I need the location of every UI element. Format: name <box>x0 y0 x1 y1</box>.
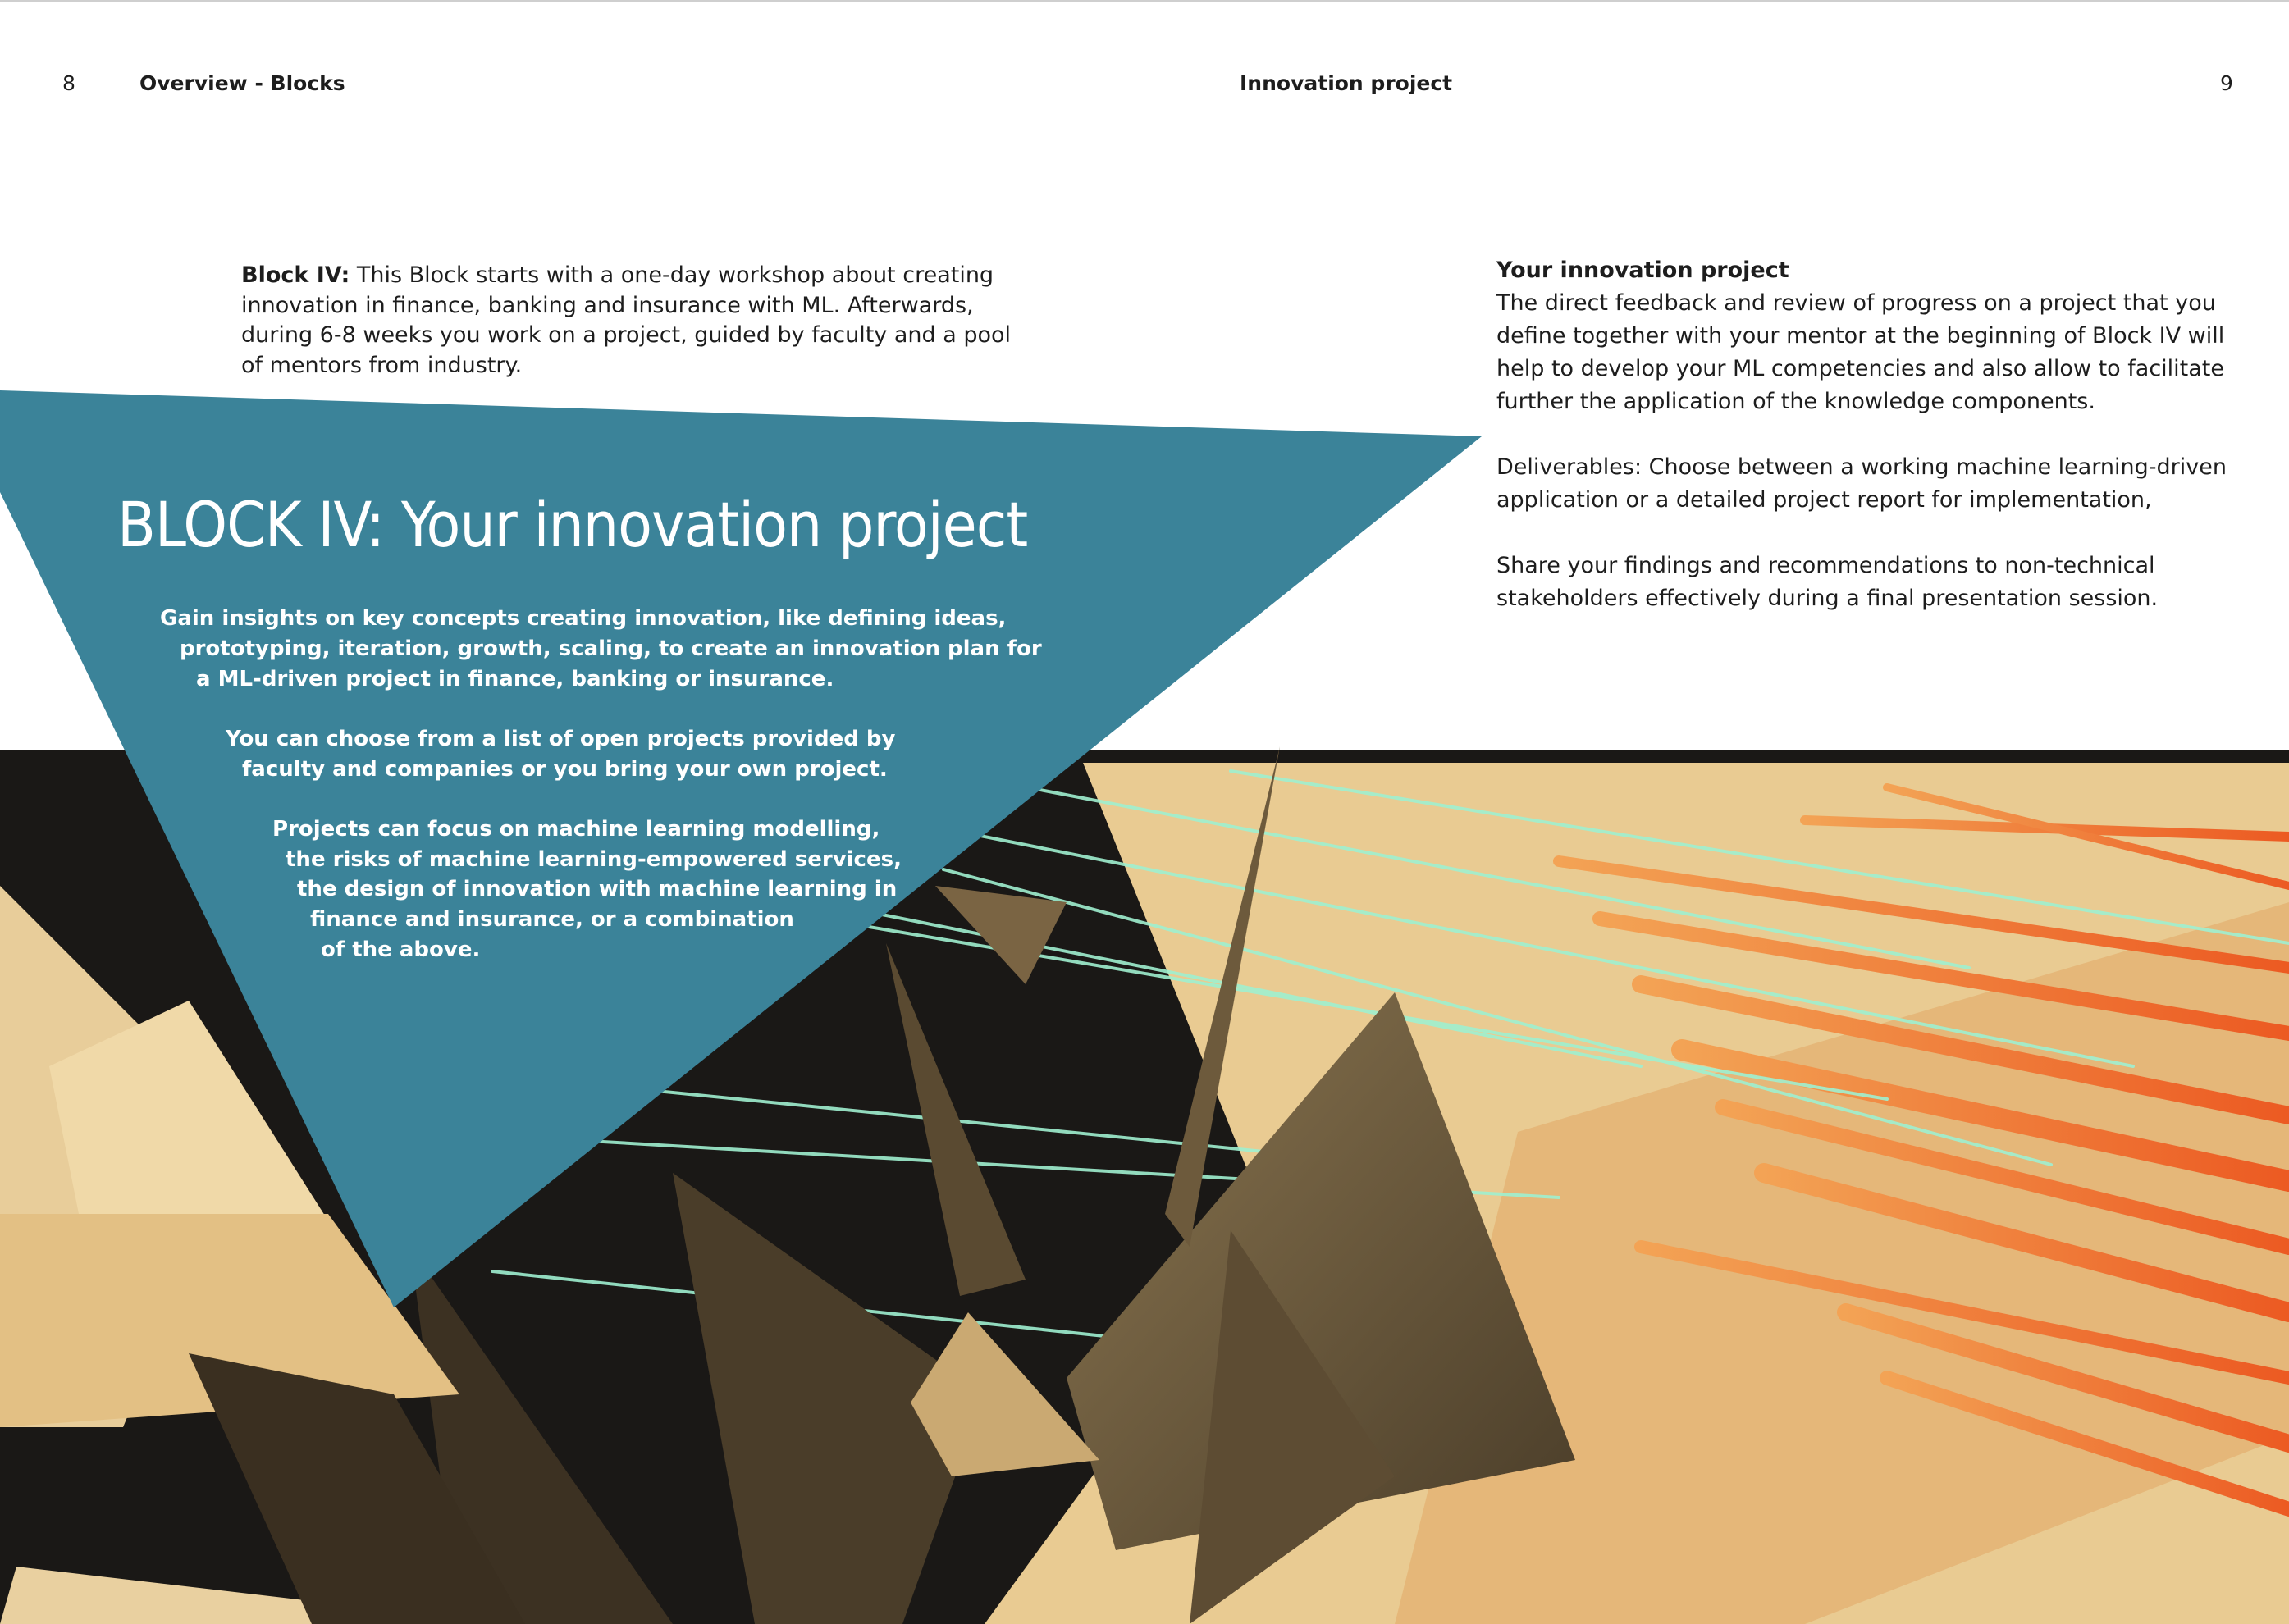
block-body-line: the risks of machine learning-empowered services, <box>286 847 902 872</box>
innovation-project-text: further the application of the knowledge components. <box>1496 389 2095 414</box>
block-intro-paragraph <box>241 261 1029 381</box>
section-title-left: Overview - Blocks <box>139 71 345 95</box>
deliverables-text: Deliverables: Choose between a working machine learning-driven <box>1496 454 2227 480</box>
block-intro-line: of mentors from industry. <box>241 352 523 378</box>
presentation-text: stakeholders effectively during a final presentation session. <box>1496 586 2159 611</box>
block-body-line: the design of innovation with machine learning in <box>297 877 898 901</box>
block-intro-line: innovation in finance, banking and insurance with ML. Afterwards, <box>241 292 974 318</box>
innovation-project-section <box>1496 254 2235 615</box>
block-intro-line: This Block starts with a one-day workshop about creating <box>350 262 994 288</box>
section-title-right: Innovation project <box>1240 71 1453 95</box>
block-body-line: a ML-driven project in finance, banking or insurance. <box>196 667 834 691</box>
innovation-project-text: define together with your mentor at the beginning of Block IV will <box>1496 323 2225 349</box>
innovation-project-heading: Your innovation project <box>1496 258 1789 283</box>
block-body-line: of the above. <box>321 937 481 962</box>
block-title: BLOCK IV: Your innovation project <box>117 488 1028 561</box>
presentation-text: Share your findings and recommendations to non-technical <box>1496 553 2155 578</box>
block-body-line: finance and insurance, or a combination <box>310 907 794 932</box>
block-body-line: Gain insights on key concepts creating innovation, like defining ideas, <box>160 606 1007 631</box>
page-number-right: 9 <box>2220 71 2233 95</box>
innovation-project-text: The direct feedback and review of progress on a project that you <box>1496 290 2216 316</box>
block-intro-lead: Block IV: <box>241 262 350 288</box>
innovation-project-text: help to develop your ML competencies and also allow to facilitate <box>1496 356 2225 381</box>
block-intro-line: during 6-8 weeks you work on a project, guided by faculty and a pool <box>241 322 1012 348</box>
block-body-line: prototyping, iteration, growth, scaling, to create an innovation plan for <box>180 636 1042 661</box>
block-body-line: Projects can focus on machine learning modelling, <box>272 817 880 842</box>
deliverables-text: application or a detailed project report for implementation, <box>1496 487 2152 513</box>
page-number-left: 8 <box>62 71 75 95</box>
block-body-line: You can choose from a list of open projects provided by <box>226 727 896 751</box>
block-body-line: faculty and companies or you bring your own project. <box>242 757 888 782</box>
